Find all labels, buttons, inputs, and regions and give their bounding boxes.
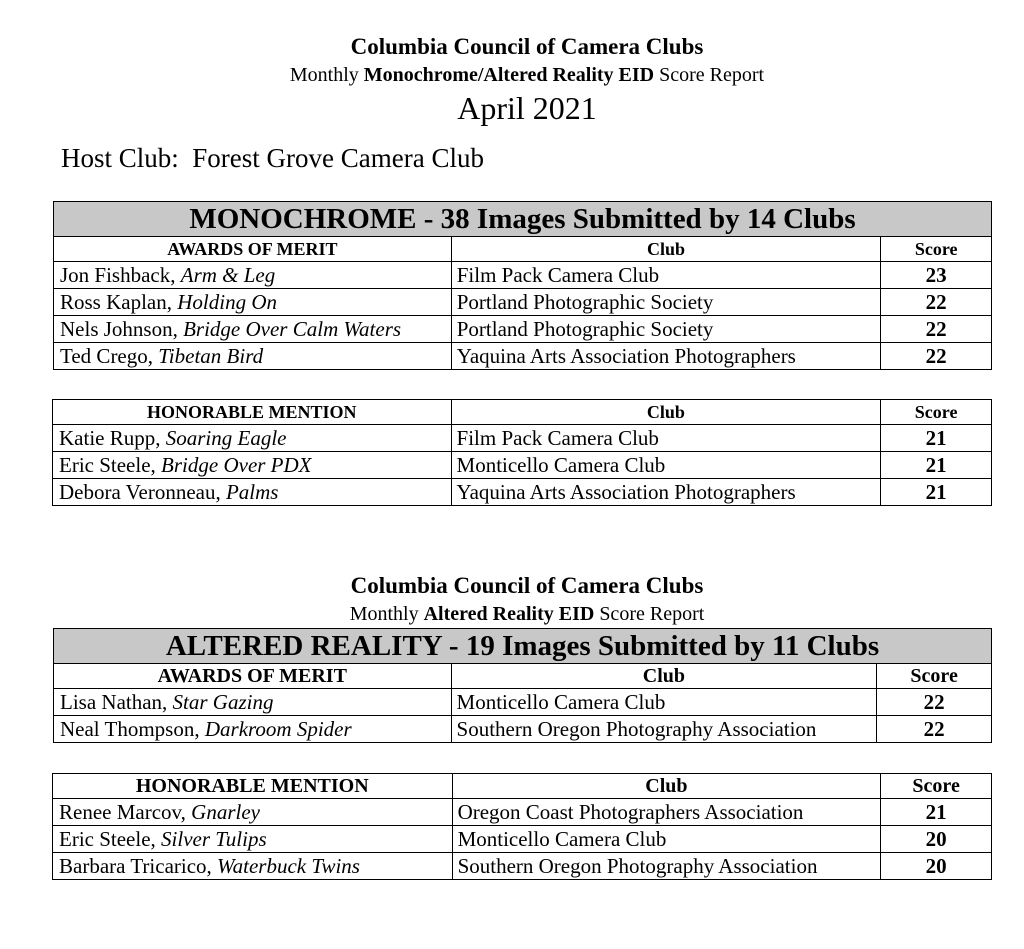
column-header-club: Club bbox=[451, 237, 881, 262]
report-subtitle: Monthly Monochrome/Altered Reality EID Score Report bbox=[289, 64, 765, 86]
table-row bbox=[53, 826, 992, 853]
club-name: Yaquina Arts Association Photographers bbox=[451, 479, 881, 506]
score-value: 22 bbox=[877, 689, 992, 716]
author-name: Katie Rupp bbox=[59, 426, 156, 450]
host-club: Host Club: Forest Grove Camera Club bbox=[61, 143, 484, 173]
altered-honorable-table bbox=[52, 773, 992, 880]
club-name: Yaquina Arts Association Photographers bbox=[451, 343, 881, 370]
club-name: Southern Oregon Photography Association bbox=[451, 716, 877, 743]
score-value: 22 bbox=[881, 289, 992, 316]
entry-author-title: Nels Johnson, Bridge Over Calm Waters bbox=[54, 316, 452, 343]
author-name: Ross Kaplan bbox=[60, 290, 167, 314]
table-row bbox=[53, 853, 992, 880]
entry-author-title: Debora Veronneau, Palms bbox=[53, 479, 452, 506]
column-header-award: AWARDS OF MERIT bbox=[54, 664, 452, 689]
table-row bbox=[54, 343, 992, 370]
score-value: 22 bbox=[877, 716, 992, 743]
column-header-score: Score bbox=[881, 774, 992, 799]
image-title: Bridge Over PDX bbox=[161, 453, 312, 477]
entry-author-title: Eric Steele, Silver Tulips bbox=[53, 826, 453, 853]
table-row bbox=[53, 479, 992, 506]
entry-author-title: Ross Kaplan, Holding On bbox=[54, 289, 452, 316]
column-header-club: Club bbox=[452, 774, 881, 799]
image-title: Waterbuck Twins bbox=[217, 854, 360, 878]
report-org-title: Columbia Council of Camera Clubs bbox=[350, 34, 704, 59]
author-name: Jon Fishback bbox=[60, 263, 171, 287]
column-header-club: Club bbox=[451, 400, 881, 425]
score-value: 23 bbox=[881, 262, 992, 289]
score-value: 22 bbox=[881, 343, 992, 370]
report-month: April 2021 bbox=[457, 90, 597, 126]
column-header-award: HONORABLE MENTION bbox=[53, 400, 452, 425]
image-title: Palms bbox=[225, 480, 279, 504]
entry-author-title: Neal Thompson, Darkroom Spider bbox=[54, 716, 452, 743]
monochrome-merit-table bbox=[53, 201, 992, 370]
score-value: 21 bbox=[881, 452, 992, 479]
altered-banner: ALTERED REALITY - 19 Images Submitted by 11 Clubs bbox=[54, 629, 992, 664]
score-value: 21 bbox=[881, 425, 992, 452]
column-header-score: Score bbox=[881, 237, 992, 262]
column-header-club: Club bbox=[451, 664, 877, 689]
score-value: 20 bbox=[881, 826, 992, 853]
table-row bbox=[54, 316, 992, 343]
table-row bbox=[53, 799, 992, 826]
score-value: 21 bbox=[881, 799, 992, 826]
author-name: Neal Thompson bbox=[60, 717, 195, 741]
monochrome-honorable-table bbox=[52, 399, 992, 506]
column-header-score: Score bbox=[877, 664, 992, 689]
column-header-award: HONORABLE MENTION bbox=[53, 774, 453, 799]
image-title: Tibetan Bird bbox=[158, 344, 264, 368]
entry-author-title: Ted Crego, Tibetan Bird bbox=[54, 343, 452, 370]
monochrome-banner: MONOCHROME - 38 Images Submitted by 14 Clubs bbox=[54, 202, 992, 237]
image-title: Soaring Eagle bbox=[165, 426, 287, 450]
score-value: 20 bbox=[881, 853, 992, 880]
author-name: Barbara Tricarico bbox=[59, 854, 207, 878]
report2-org-title: Columbia Council of Camera Clubs bbox=[350, 573, 704, 598]
club-name: Southern Oregon Photography Association bbox=[452, 853, 881, 880]
column-header-score: Score bbox=[881, 400, 992, 425]
score-value: 21 bbox=[881, 479, 992, 506]
author-name: Nels Johnson bbox=[60, 317, 173, 341]
author-name: Debora Veronneau bbox=[59, 480, 216, 504]
table-row bbox=[54, 289, 992, 316]
image-title: Bridge Over Calm Waters bbox=[183, 317, 402, 341]
column-header-award: AWARDS OF MERIT bbox=[54, 237, 452, 262]
author-name: Lisa Nathan bbox=[60, 690, 163, 714]
club-name: Monticello Camera Club bbox=[451, 452, 881, 479]
club-name: Portland Photographic Society bbox=[451, 289, 881, 316]
entry-author-title: Barbara Tricarico, Waterbuck Twins bbox=[53, 853, 453, 880]
author-name: Eric Steele bbox=[59, 827, 151, 851]
entry-author-title: Renee Marcov, Gnarley bbox=[53, 799, 453, 826]
report2-subtitle: Monthly Altered Reality EID Score Report bbox=[349, 603, 705, 625]
club-name: Monticello Camera Club bbox=[451, 689, 877, 716]
entry-author-title: Katie Rupp, Soaring Eagle bbox=[53, 425, 452, 452]
club-name: Film Pack Camera Club bbox=[451, 262, 881, 289]
table-row bbox=[53, 425, 992, 452]
entry-author-title: Eric Steele, Bridge Over PDX bbox=[53, 452, 452, 479]
table-row bbox=[54, 689, 992, 716]
image-title: Holding On bbox=[177, 290, 277, 314]
club-name: Monticello Camera Club bbox=[452, 826, 881, 853]
altered-merit-table bbox=[53, 628, 992, 743]
club-name: Oregon Coast Photographers Association bbox=[452, 799, 881, 826]
table-row bbox=[54, 716, 992, 743]
author-name: Renee Marcov bbox=[59, 800, 181, 824]
image-title: Arm & Leg bbox=[180, 263, 276, 287]
club-name: Film Pack Camera Club bbox=[451, 425, 881, 452]
image-title: Darkroom Spider bbox=[204, 717, 352, 741]
image-title: Gnarley bbox=[191, 800, 260, 824]
image-title: Silver Tulips bbox=[161, 827, 267, 851]
entry-author-title: Lisa Nathan, Star Gazing bbox=[54, 689, 452, 716]
club-name: Portland Photographic Society bbox=[451, 316, 881, 343]
score-value: 22 bbox=[881, 316, 992, 343]
table-row bbox=[54, 262, 992, 289]
author-name: Eric Steele bbox=[59, 453, 151, 477]
author-name: Ted Crego bbox=[60, 344, 148, 368]
entry-author-title: Jon Fishback, Arm & Leg bbox=[54, 262, 452, 289]
image-title: Star Gazing bbox=[172, 690, 274, 714]
table-row bbox=[53, 452, 992, 479]
